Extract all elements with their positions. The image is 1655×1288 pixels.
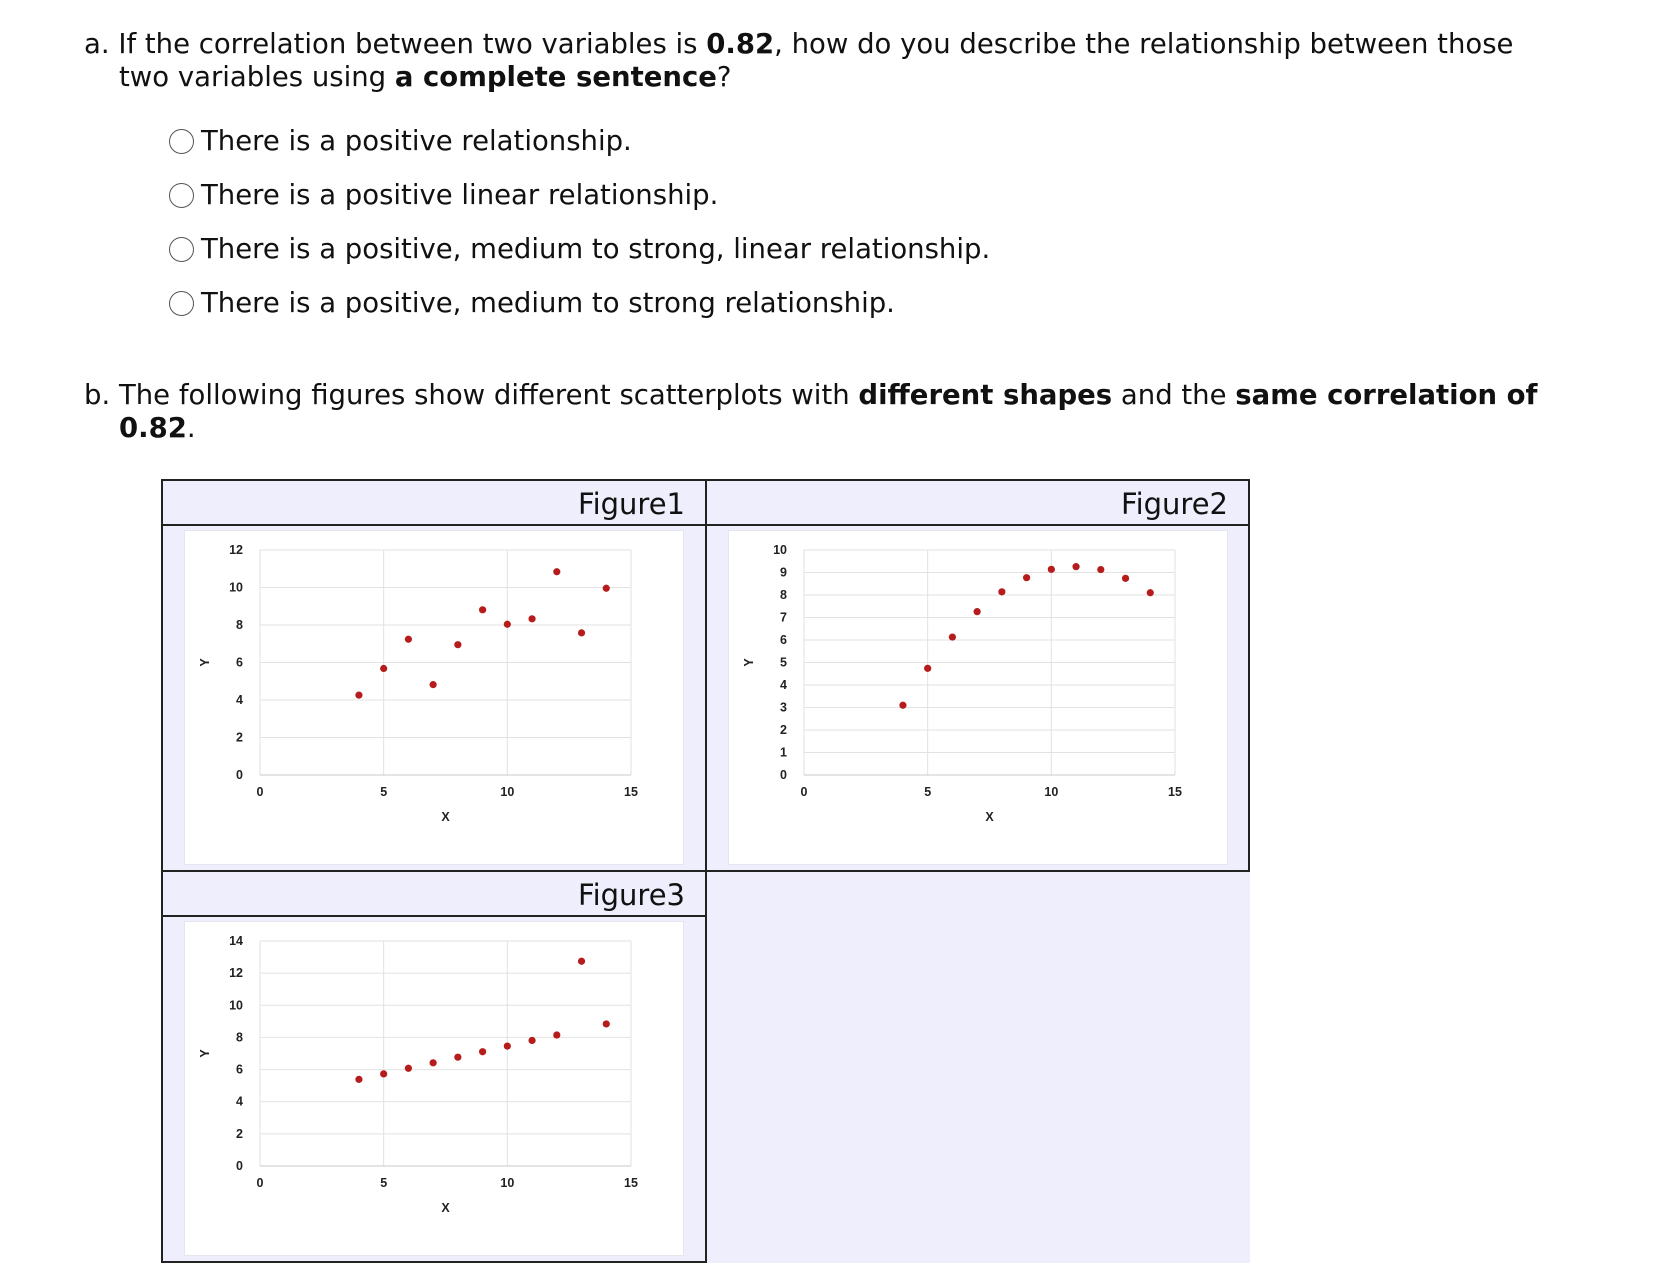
data-point — [479, 606, 486, 613]
data-point — [528, 615, 535, 622]
radio-button[interactable] — [169, 237, 194, 262]
y-tick-label: 6 — [236, 1062, 243, 1077]
figure-2-title: Figure2 — [1121, 487, 1228, 521]
question-a — [84, 28, 1584, 94]
x-tick-label: 0 — [800, 785, 808, 799]
y-tick-label: 8 — [236, 1030, 243, 1045]
data-point — [504, 1043, 511, 1050]
option-2[interactable] — [169, 168, 990, 222]
question-a-line2: two variables using a complete sentence? — [119, 61, 732, 93]
x-tick-label: 10 — [500, 785, 515, 799]
data-point — [405, 1065, 412, 1072]
data-point — [949, 633, 956, 640]
data-point — [578, 629, 585, 636]
figure-2-panel — [705, 479, 1250, 872]
y-tick-label: 6 — [236, 655, 243, 670]
option-1[interactable] — [169, 114, 990, 168]
y-tick-label: 2 — [780, 723, 787, 737]
data-point — [380, 1070, 387, 1077]
option-label: There is a positive relationship. — [201, 125, 632, 157]
y-axis-title: Y — [198, 1049, 212, 1058]
x-tick-label: 0 — [256, 785, 264, 799]
data-point — [603, 585, 610, 592]
y-tick-label: 2 — [236, 1126, 243, 1141]
radio-button[interactable] — [169, 183, 194, 208]
data-point — [553, 568, 560, 575]
figure-2-header — [707, 481, 1248, 526]
y-tick-label: 12 — [229, 966, 243, 981]
y-tick-label: 10 — [773, 543, 787, 557]
y-axis-title: Y — [742, 658, 756, 667]
answer-options — [169, 114, 990, 330]
x-tick-label: 15 — [624, 785, 638, 799]
figure-3-title: Figure3 — [578, 878, 685, 912]
x-tick-label: 10 — [500, 1176, 515, 1190]
y-tick-label: 5 — [780, 655, 787, 670]
question-b — [84, 379, 1584, 445]
y-tick-label: 8 — [780, 588, 787, 602]
figure-3-panel — [161, 870, 707, 1263]
data-point — [355, 692, 362, 699]
x-axis-title: X — [441, 810, 450, 824]
data-point — [603, 1020, 610, 1027]
y-tick-label: 0 — [236, 768, 243, 782]
x-axis-title: X — [441, 1201, 450, 1215]
data-point — [504, 621, 511, 628]
y-tick-label: 2 — [236, 730, 243, 745]
x-tick-label: 5 — [380, 785, 388, 799]
data-point — [380, 665, 387, 672]
question-b-line1: b. The following figures show different scatterplots with different shapes and the same correlation of — [84, 379, 1538, 411]
data-point — [355, 1076, 362, 1083]
option-label: There is a positive, medium to strong relationship. — [201, 287, 895, 319]
y-tick-label: 6 — [780, 633, 787, 647]
figure-3-header — [163, 872, 705, 917]
y-tick-label: 1 — [780, 745, 787, 760]
x-tick-label: 15 — [1168, 785, 1182, 799]
x-tick-label: 10 — [1044, 785, 1059, 799]
data-point — [479, 1048, 486, 1055]
y-tick-label: 10 — [229, 998, 243, 1013]
x-tick-label: 15 — [624, 1176, 638, 1190]
data-point — [528, 1037, 535, 1044]
figure-2-chart — [729, 531, 1227, 864]
data-point — [405, 636, 412, 643]
x-tick-label: 5 — [924, 785, 932, 799]
data-point — [974, 608, 981, 615]
y-tick-label: 4 — [236, 1094, 243, 1109]
y-tick-label: 4 — [780, 678, 787, 692]
data-point — [1048, 566, 1055, 573]
option-3[interactable] — [169, 222, 990, 276]
x-tick-label: 0 — [256, 1176, 264, 1190]
radio-button[interactable] — [169, 129, 194, 154]
figure-1-plot — [184, 530, 684, 865]
data-point — [430, 681, 437, 688]
data-point — [1097, 566, 1104, 573]
y-tick-label: 10 — [229, 580, 243, 595]
data-point — [1072, 563, 1079, 570]
data-point — [454, 641, 461, 648]
y-tick-label: 3 — [780, 700, 787, 715]
question-a-line1: a. If the correlation between two variables is 0.82, how do you describe the relationship between those — [84, 28, 1514, 60]
question-b-line2: 0.82. — [119, 412, 196, 444]
option-label: There is a positive, medium to strong, linear relationship. — [201, 233, 991, 265]
y-tick-label: 9 — [780, 565, 787, 580]
y-tick-label: 4 — [236, 693, 243, 707]
x-tick-label: 5 — [380, 1176, 388, 1190]
data-point — [553, 1031, 560, 1038]
figure-1-chart — [185, 531, 683, 864]
figure-3-chart — [185, 922, 683, 1255]
data-point — [1147, 589, 1154, 596]
data-point — [578, 958, 585, 965]
option-4[interactable] — [169, 276, 990, 330]
radio-button[interactable] — [169, 291, 194, 316]
y-tick-label: 0 — [780, 768, 787, 782]
figure-1-header — [163, 481, 705, 526]
option-label: There is a positive linear relationship. — [201, 179, 719, 211]
figure-1-title: Figure1 — [578, 487, 685, 521]
y-axis-title: Y — [198, 658, 212, 667]
y-tick-label: 8 — [236, 618, 243, 632]
figure-2-plot — [728, 530, 1228, 865]
figure-3-plot — [184, 921, 684, 1256]
data-point — [924, 665, 931, 672]
y-tick-label: 7 — [780, 610, 787, 625]
y-tick-label: 14 — [229, 934, 243, 948]
data-point — [998, 588, 1005, 595]
data-point — [1023, 574, 1030, 581]
y-tick-label: 12 — [229, 543, 243, 557]
data-point — [1122, 575, 1129, 582]
figure-1-panel — [161, 479, 707, 872]
data-point — [430, 1059, 437, 1066]
x-axis-title: X — [985, 810, 994, 824]
y-tick-label: 0 — [236, 1159, 243, 1173]
data-point — [454, 1054, 461, 1061]
data-point — [899, 702, 906, 709]
empty-table-cell — [707, 872, 1250, 1263]
